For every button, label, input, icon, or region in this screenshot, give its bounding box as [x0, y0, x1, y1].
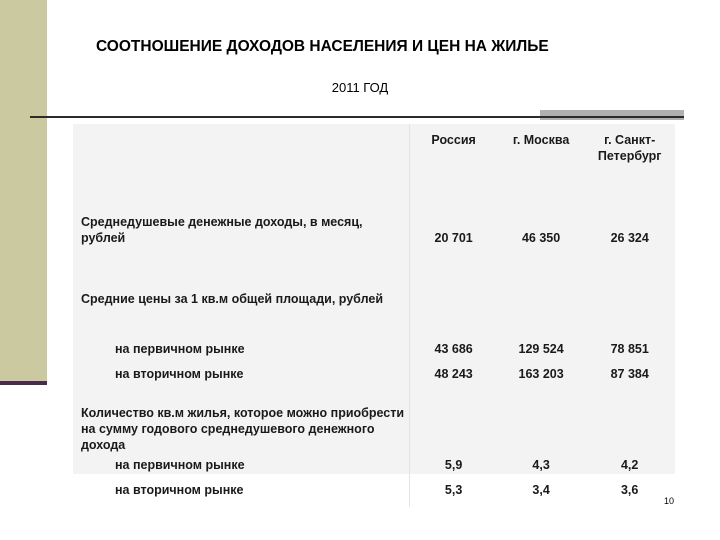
- row-label-sqm: Количество кв.м жилья, которое можно приобрести на сумму годового среднедушевого денежного дохода: [81, 406, 405, 452]
- cell-income-moscow: 46 350: [521, 231, 561, 245]
- data-table-panel: [73, 124, 675, 497]
- page-number: 10: [664, 496, 675, 506]
- table-row-prices-primary: [73, 341, 675, 366]
- slide-subtitle-text: 2011 ГОД: [331, 80, 389, 95]
- header-empty-cell: [73, 124, 409, 212]
- table-row-income: [73, 212, 675, 275]
- data-table: [73, 124, 675, 507]
- row-label-sqm-secondary: на вторичном рынке: [115, 483, 244, 497]
- cell-prices-primary-moscow: 129 524: [518, 342, 564, 356]
- table-spacer: [73, 391, 675, 401]
- cell-sqm-secondary-moscow: 3,4: [532, 483, 550, 497]
- slide-subtitle: [0, 80, 720, 95]
- table-header-row: [73, 124, 675, 212]
- table-row-sqm-secondary: [73, 482, 675, 507]
- col-header-spb: г. Санкт- Петербург: [597, 133, 662, 163]
- header-divider-accent: [540, 110, 684, 120]
- row-label-sqm-primary: на первичном рынке: [115, 458, 245, 472]
- table-spacer: [73, 275, 675, 287]
- cell-income-russia: 20 701: [409, 212, 497, 275]
- table-row-sqm: [73, 401, 675, 457]
- cell-prices-primary-russia: 43 686: [409, 341, 497, 366]
- cell-prices-secondary-spb: 87 384: [610, 367, 649, 381]
- header-divider: [30, 116, 684, 118]
- cell-prices-secondary-moscow: 163 203: [518, 367, 564, 381]
- left-decor-accent: [0, 381, 47, 385]
- cell-sqm-primary-spb: 4,2: [620, 458, 639, 472]
- table-row-prices-secondary: [73, 366, 675, 391]
- row-label-prices: Средние цены за 1 кв.м общей площади, рублей: [81, 292, 384, 306]
- cell-income-spb: 26 324: [610, 231, 649, 245]
- row-label-prices-secondary: на вторичном рынке: [115, 367, 244, 381]
- cell-sqm-secondary-russia: 5,3: [409, 482, 497, 507]
- cell-sqm-secondary-spb: 3,6: [620, 483, 639, 497]
- cell-sqm-primary-russia: 5,9: [409, 457, 497, 482]
- left-decor-bar: [0, 0, 47, 385]
- col-header-moscow: г. Москва: [512, 133, 570, 147]
- row-label-prices-primary: на первичном рынке: [115, 342, 245, 356]
- cell-sqm-primary-moscow: 4,3: [532, 458, 550, 472]
- slide-title: СООТНОШЕНИЕ ДОХОДОВ НАСЕЛЕНИЯ И ЦЕН НА ЖИЛЬЕ: [96, 38, 549, 55]
- row-label-income: Среднедушевые денежные доходы, в месяц, рублей: [81, 215, 363, 245]
- cell-prices-secondary-russia: 48 243: [409, 366, 497, 391]
- cell-prices-primary-spb: 78 851: [610, 342, 649, 356]
- table-row-prices: [73, 287, 675, 341]
- col-header-russia: Россия: [409, 124, 497, 212]
- table-row-sqm-primary: [73, 457, 675, 482]
